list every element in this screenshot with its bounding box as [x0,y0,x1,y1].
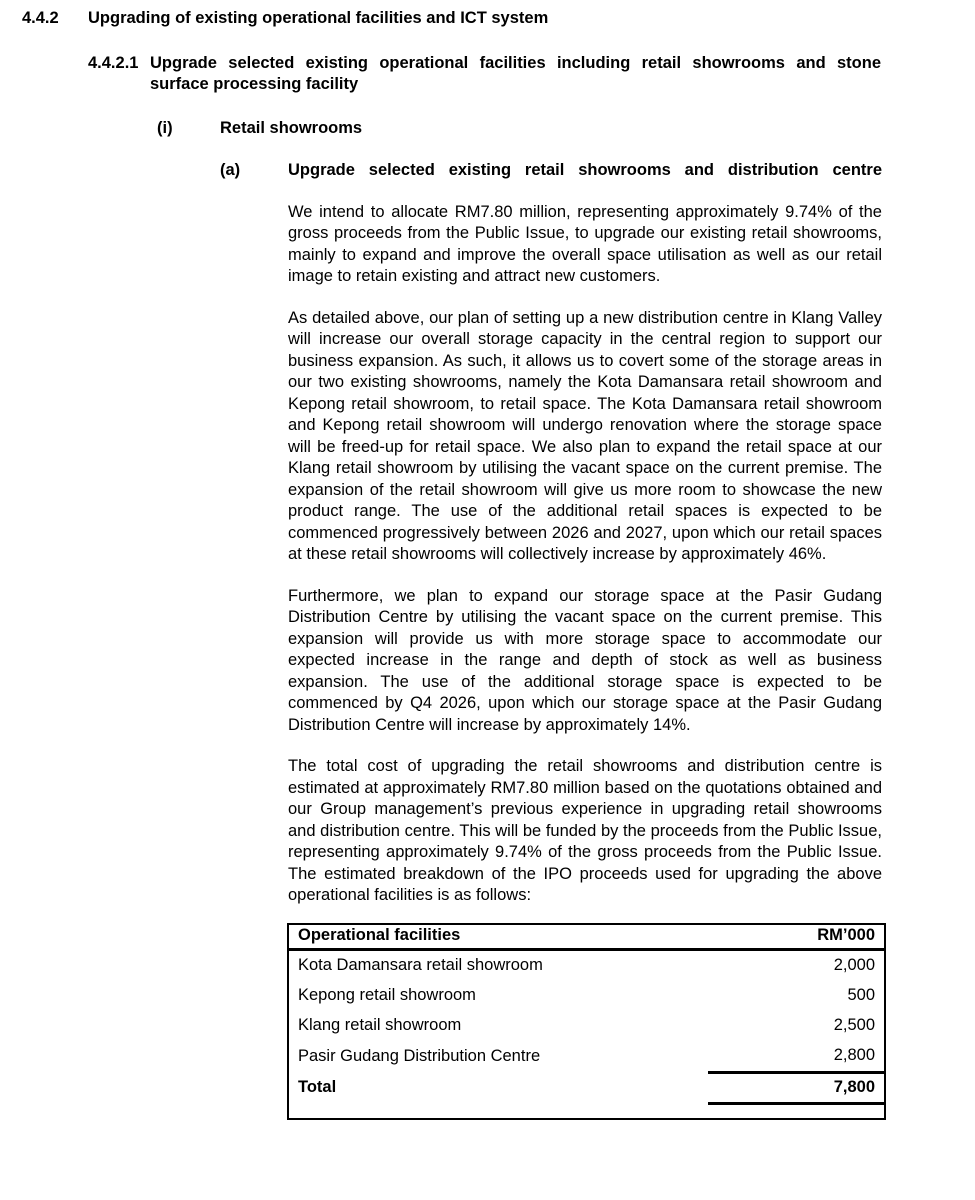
amount-cell: 2,800 [833,1045,875,1064]
table-header-row [288,924,885,950]
section-heading [0,0,975,30]
subsection-heading [0,53,975,96]
amount-cell: 500 [847,985,875,1004]
list-item-number: (i) [157,118,173,137]
sub-item-number: (a) [220,161,241,179]
total-label-cell: Total [298,1077,337,1096]
sub-item-title: Upgrade selected existing retail showrooms and distribution centre [288,161,882,179]
amount-cell: 2,000 [833,955,875,974]
table-row [288,1041,885,1073]
column-header-amount: RM’000 [708,924,885,950]
paragraph-total-cost: The total cost of upgrading the retail showrooms and distribution centre is estimated at approximately RM7.80 million based on the quotations obtained and our Group management’s previous experience in upgrading retail showrooms and distribution centre. This will be funded by the proceeds from the Public Issue, representing approximately 9.74% of the gross proceeds from the Public Issue. The estimated breakdown of the IPO proceeds used for upgrading the above operational facilities is as follows: [288,757,882,904]
subsection-title: Upgrade selected existing operational facilities including retail showrooms and stone surface processing facility [150,53,881,93]
table-row [288,1011,885,1041]
table-spacer-row [288,1103,885,1119]
subsection-number: 4.4.2.1 [88,53,139,72]
list-item-title: Retail showrooms [220,118,363,137]
column-header-facility: Operational facilities [288,924,708,950]
table-row [288,949,885,981]
total-row [288,1072,885,1103]
table-row [288,981,885,1011]
list-item-heading [0,118,975,140]
total-amount-cell: 7,800 [708,1072,885,1103]
amount-cell: 2,500 [833,1015,875,1034]
sub-item-heading [0,160,975,182]
facility-cell: Kota Damansara retail showroom [298,955,543,974]
paragraph-pasir-gudang-expansion: Furthermore, we plan to expand our storage space at the Pasir Gudang Distribution Centre by utilising the vacant space on the current premise. This expansion will provide us with more storage space to accommodate our expected increase in the range and depth of stock as well as business expansion. The use of the additional storage space is expected to be commenced by Q4 2026, upon which our storage space at the Pasir Gudang Distribution Centre will increase by approximately 14%. [288,586,882,734]
paragraph-distribution-centre-plan: As detailed above, our plan of setting up a new distribution centre in Klang Valley will increase our overall storage capacity in the central region to support our business expansion. As such, it allows us to covert some of the storage areas in our two existing showrooms, namely the Kota Damansara retail showroom and Kepong retail showroom, to retail space. The Kota Damansara retail showroom and Kepong retail showroom will undergo renovation where the storage space will be freed-up for retail space. We also plan to expand the retail space at our Klang retail showroom by utilising the vacant space on the current premise. The expansion of the retail showroom will give us more room to showcase the new product range. The use of the additional retail spaces is expected to be commenced progressively between 2026 and 2027, upon which our retail spaces at these retail showrooms will collectively increase by approximately 46%. [288,308,882,563]
paragraph-allocation: We intend to allocate RM7.80 million, representing approximately 9.74% of the gross proceeds from the Public Issue, to upgrade our existing retail showrooms, mainly to expand and improve the overall space utilisation as well as our retail image to retain existing and attract new customers. [288,202,882,285]
facility-cell: Kepong retail showroom [298,985,476,1004]
facility-cell: Pasir Gudang Distribution Centre [298,1046,541,1065]
facility-cell: Klang retail showroom [298,1015,462,1034]
section-number: 4.4.2 [22,9,59,27]
section-title: Upgrading of existing operational facilities and ICT system [88,9,549,27]
cost-breakdown-table [287,923,886,1120]
